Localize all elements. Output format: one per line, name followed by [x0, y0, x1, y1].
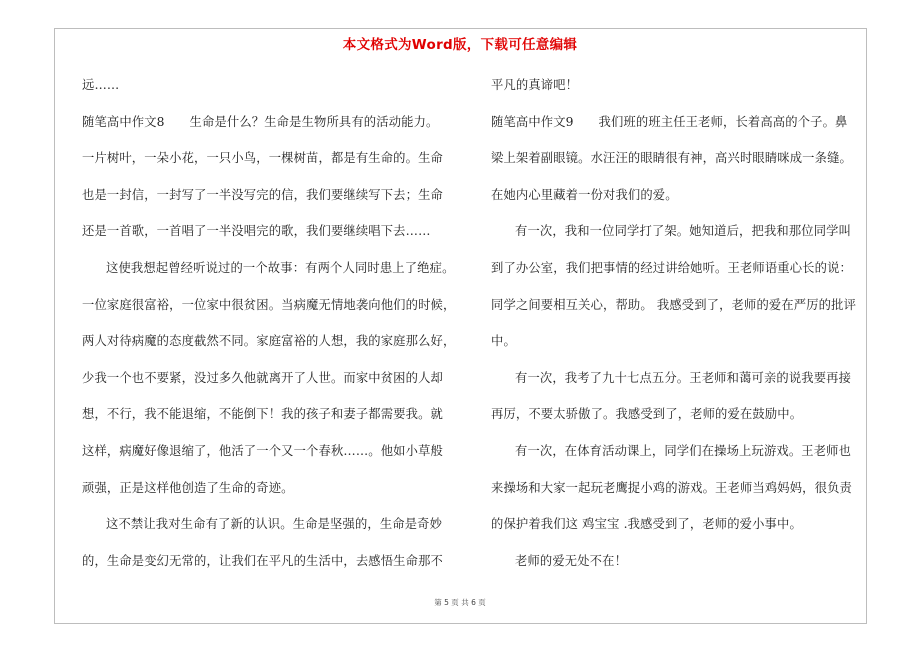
text-line: 梁上架着副眼镜。水汪汪的眼睛很有神，高兴时眼睛咪成一条缝。 — [491, 151, 852, 166]
text-line: 随笔高中作文9 我们班的班主任王老师，长着高高的个子。鼻 — [491, 114, 848, 129]
text-line: 这使我想起曾经听说过的一个故事：有两个人同时患上了绝症。 — [106, 260, 455, 275]
text-line: 再厉，不要太骄傲了。我感受到了，老师的爱在鼓励中。 — [491, 407, 803, 422]
text-line: 随笔高中作文8 生命是什么？生命是生物所具有的活动能力。 — [82, 114, 439, 129]
text-line: 的，生命是变幻无常的，让我们在平凡的生活中，去感悟生命那不 — [82, 553, 443, 568]
text-line: 这样，病魔好像退缩了，他活了一个又一个春秋……。他如小草般 — [82, 443, 443, 458]
text-line: 同学之间要相互关心，帮助。 我感受到了，老师的爱在严厉的批评 — [491, 297, 857, 312]
text-line: 有一次，我考了九十七点五分。王老师和蔼可亲的说我要再接 — [515, 370, 852, 385]
text-line: 远…… — [82, 78, 120, 92]
text-line: 平凡的真谛吧！ — [491, 78, 579, 92]
text-line: 还是一首歌，一首唱了一半没唱完的歌，我们要继续唱下去…… — [82, 224, 431, 239]
text-line: 两人对待病魔的态度截然不同。家庭富裕的人想，我的家庭那么好， — [82, 334, 456, 349]
text-line: 也是一封信，一封写了一半没写完的信，我们要继续写下去；生命 — [82, 187, 443, 202]
text-line: 到了办公室，我们把事情的经过讲给她听。王老师语重心长的说： — [491, 260, 852, 275]
text-line: 老师的爱无处不在！ — [515, 553, 628, 568]
text-line: 少我一个也不要紧，没过多久他就离开了人世。而家中贫困的人却 — [82, 370, 443, 385]
left-text-column — [82, 72, 456, 584]
page-number: 第 5 页 共 6 页 — [434, 598, 486, 607]
text-line: 一片树叶，一朵小花，一只小鸟，一棵树苗，都是有生命的。生命 — [82, 151, 443, 166]
text-line: 在她内心里藏着一份对我们的爱。 — [491, 187, 678, 202]
text-line: 这不禁让我对生命有了新的认识。生命是坚强的，生命是奇妙 — [106, 517, 443, 532]
text-line: 想，不行，我不能退缩，不能倒下！我的孩子和妻子都需要我。就 — [82, 407, 443, 422]
document-banner: 本文格式为Word版，下载可任意编辑 — [342, 37, 578, 53]
text-line: 有一次，我和一位同学打了架。她知道后，把我和那位同学叫 — [515, 224, 852, 239]
text-line: 顽强，正是这样他创造了生命的奇迹。 — [82, 480, 294, 495]
text-line: 有一次，在体育活动课上，同学们在操场上玩游戏。王老师也 — [515, 443, 852, 458]
right-text-column — [491, 72, 855, 584]
text-line: 来操场和大家一起玩老鹰捉小鸡的游戏。王老师当鸡妈妈，很负责 — [491, 480, 852, 495]
text-line: 的保护着我们这 鸡宝宝 .我感受到了，老师的爱小事中。 — [491, 517, 802, 532]
text-line: 中。 — [491, 334, 516, 349]
text-line: 一位家庭很富裕，一位家中很贫困。当病魔无情地袭向他们的时候， — [82, 297, 456, 312]
